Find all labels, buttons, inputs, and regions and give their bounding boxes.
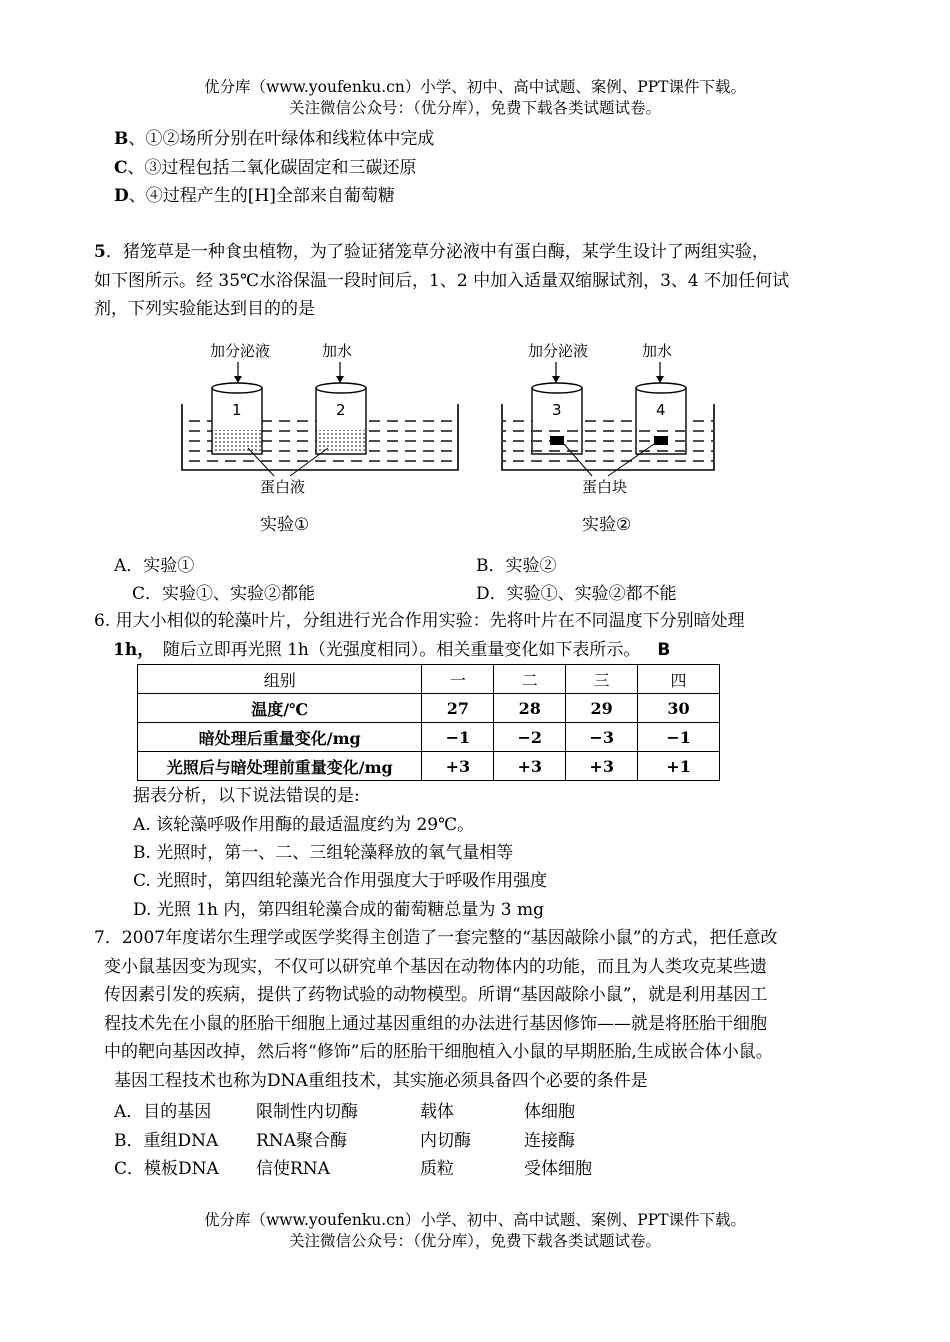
q7-line-5: 中的靶向基因改掉，然后将“修饰”后的胚胎干细胞植入小鼠的早期胚胎,生成嵌合体小鼠。 — [104, 1042, 773, 1062]
q6-answer: B — [657, 640, 671, 660]
q7-option-c: C．模板DNA 信使RNA 质粒 受体细胞 — [114, 1159, 592, 1179]
table-cell: −1 — [638, 723, 720, 752]
table-header-cell: 三 — [566, 665, 638, 694]
q6-line-2: 1h， 随后立即再光照 1h（光强度相同）。相关重量变化如下表所示。 B — [113, 640, 671, 660]
q4-option-d: D、④过程产生的[H]全部来自葡萄糖 — [114, 186, 395, 206]
q5-line-1: 5．猪笼草是一种食虫植物，为了验证猪笼草分泌液中有蛋白酶，某学生设计了两组实验， — [94, 242, 769, 262]
q6-option-b: B. 光照时，第一、二、三组轮藻释放的氧气量相等 — [133, 843, 514, 863]
exp2-add-water-label: 加水 — [642, 342, 673, 360]
exp1-material-label: 蛋白液 — [260, 478, 306, 496]
table-row — [138, 752, 720, 781]
q5-option-a: A．实验① — [114, 556, 195, 576]
table-cell: 27 — [422, 694, 494, 723]
table-header-cell: 一 — [422, 665, 494, 694]
exp2-add-secretion-label: 加分泌液 — [528, 342, 589, 360]
exp2-tube-4-number: 4 — [656, 401, 666, 419]
exp1-add-secretion-label: 加分泌液 — [210, 342, 271, 360]
q6-line-1: 6. 用大小相似的轮藻叶片，分组进行光合作用实验：先将叶片在不同温度下分别暗处理 — [94, 611, 745, 631]
table-row — [138, 723, 720, 752]
q5-option-b: B．实验② — [476, 556, 557, 576]
table-cell: +3 — [494, 752, 566, 781]
table-cell: +3 — [422, 752, 494, 781]
exp2-protein-block-3 — [550, 436, 564, 445]
q6-table — [137, 664, 720, 781]
table-cell: 光照后与暗处理前重量变化/mg — [138, 752, 422, 781]
q7-option-b: B．重组DNA RNA聚合酶 内切酶 连接酶 — [114, 1131, 575, 1151]
table-cell: 29 — [566, 694, 638, 723]
exp1-tube-1-number: 1 — [232, 401, 242, 419]
q6-stem: 据表分析，以下说法错误的是: — [133, 786, 360, 806]
q6-option-d: D. 光照 1h 内，第四组轮藻合成的葡萄糖总量为 3 mg — [133, 900, 545, 920]
table-cell: −3 — [566, 723, 638, 752]
exp1-tube-2-number: 2 — [336, 401, 346, 419]
q7-line-6: 基因工程技术也称为DNA重组技术，其实施必须具备四个必要的条件是 — [114, 1071, 648, 1091]
table-cell: 暗处理后重量变化/mg — [138, 723, 422, 752]
table-cell: −1 — [422, 723, 494, 752]
table-header-cell: 二 — [494, 665, 566, 694]
table-cell: 30 — [638, 694, 720, 723]
q7-line-1: 7．2007年度诺尔生理学或医学奖得主创造了一套完整的“基因敲除小鼠”的方式，把任意改 — [94, 928, 778, 948]
exp1-caption: 实验① — [260, 515, 310, 535]
q7-line-2: 变小鼠基因变为现实，不仅可以研究单个基因在动物体内的功能，而且为人类攻克某些遗 — [104, 957, 767, 977]
q5-line-2: 如下图所示。经 35℃水浴保温一段时间后，1、2 中加入适量双缩脲试剂，3、4 不加任何试 — [94, 271, 790, 291]
footer-line-1: 优分库（www.youfenku.cn）小学、初中、高中试题、案例、PPT课件下载。 — [203, 1211, 747, 1229]
q5-option-d: D．实验①、实验②都不能 — [476, 584, 677, 604]
exp1-add-water-label: 加水 — [322, 342, 353, 360]
footer-line-2: 关注微信公众号：（优分库），免费下载各类试题试卷。 — [288, 1232, 661, 1250]
exp2-caption: 实验② — [582, 515, 632, 535]
experiment-1-figure — [170, 336, 470, 540]
q6-option-c: C. 光照时，第四组轮藻光合作用强度大于呼吸作用强度 — [133, 871, 548, 891]
q7-option-a: A．目的基因 限制性内切酶 载体 体细胞 — [114, 1102, 575, 1122]
q5-line-3: 剂，下列实验能达到目的的是 — [94, 299, 315, 319]
experiment-2-figure — [494, 336, 794, 540]
table-cell: +3 — [566, 752, 638, 781]
exp2-material-label: 蛋白块 — [582, 478, 628, 496]
header-line-1: 优分库（www.youfenku.cn）小学、初中、高中试题、案例、PPT课件下载。 — [203, 78, 747, 96]
table-row — [138, 694, 720, 723]
exp2-protein-block-4 — [654, 436, 668, 445]
q4-option-c: C、③过程包括二氧化碳固定和三碳还原 — [114, 158, 417, 178]
q7-line-3: 传因素引发的疾病，提供了药物试验的动物模型。所谓“基因敲除小鼠”，就是利用基因工 — [104, 985, 768, 1005]
table-cell: +1 — [638, 752, 720, 781]
table-cell: 28 — [494, 694, 566, 723]
table-header-cell: 组别 — [138, 665, 422, 694]
q7-line-4: 程技术先在小鼠的胚胎干细胞上通过基因重组的办法进行基因修饰——就是将胚胎干细胞 — [104, 1014, 767, 1034]
table-cell: −2 — [494, 723, 566, 752]
table-cell: 温度/℃ — [138, 694, 422, 723]
table-header-row — [138, 665, 720, 694]
header-line-2: 关注微信公众号：（优分库），免费下载各类试题试卷。 — [288, 99, 661, 117]
q6-option-a: A. 该轮藻呼吸作用酶的最适温度约为 29℃。 — [133, 815, 475, 835]
table-header-cell: 四 — [638, 665, 720, 694]
exp2-tube-3-number: 3 — [552, 401, 562, 419]
q4-option-b: B、①②场所分别在叶绿体和线粒体中完成 — [114, 129, 435, 149]
q5-option-c: C．实验①、实验②都能 — [132, 584, 316, 604]
